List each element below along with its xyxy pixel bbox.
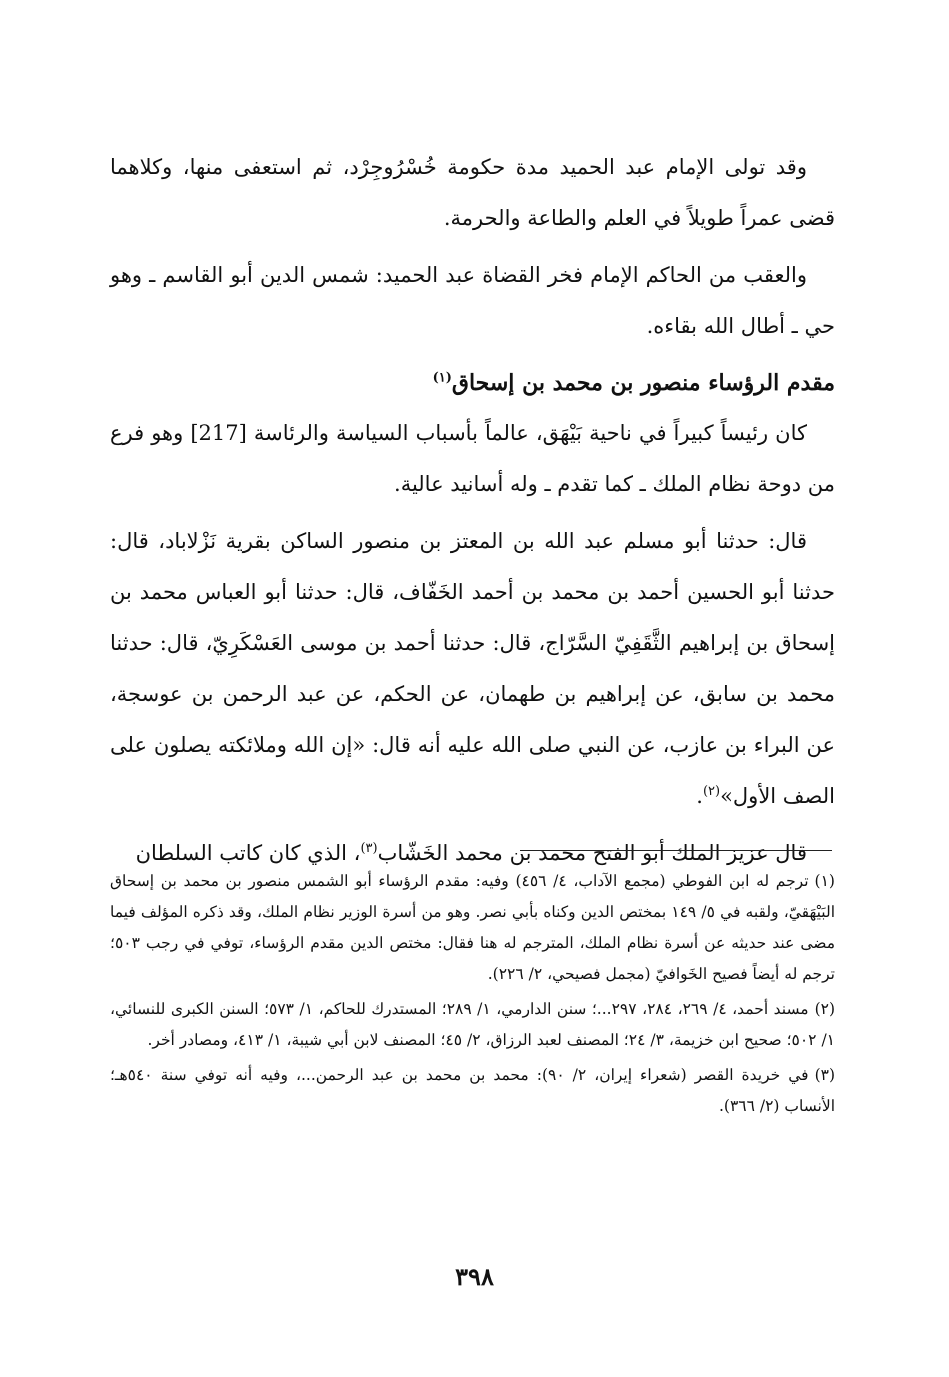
paragraph-4: قال: حدثنا أبو مسلم عبد الله بن المعتز بن منصور الساكن بقرية نَزْلاباد، قال: حدثنا أبو الحسين أحمد بن محمد بن أحمد الخَفّاف، قال: حدثنا أبو العباس محمد بن إسحاق بن إبراهيم الثَّقَفِيّ السَّرّاج، قال: حدثنا أحمد بن موسى العَسْكَرِيّ، قال: حدثنا محمد بن سابق، عن إبراهيم بن طهمان، عن الحكم، عن عبد الرحمن بن عوسجة، عن البراء بن عازب، عن النبي صلى الله عليه أنه قال: «إن الله وملائكته يصلون على الصف الأول»$^{(٢)}$. [110,529,835,808]
section-heading [110,358,835,408]
footnote-ref-2: (٢) [702,784,721,799]
footnote-marker: (٣) [814,1066,836,1084]
footnote-text: مسند أحمد، ٤/ ٢٦٩، ٢٨٤، ٢٩٧...؛ سنن الدارمي، ١/ ٢٨٩؛ المستدرك للحاكم، ١/ ٥٧٣؛ السنن الكبرى للنسائي، ١/ ٥٠٢؛ صحيح ابن خزيمة، ٣/ ٢٤؛ المصنف لعبد الرزاق، ٢/ ٤٥؛ المصنف لابن أبي شيبة، ١/ ٤١٣، ومصادر أخر. [110,1000,835,1049]
footnote-2 [110,994,835,1056]
last-para-text-a: قال عزيز الملك أبو الفتح محمد بن محمد الخَشّاب [377,841,807,865]
paragraph-2: والعقب من الحاكم الإمام فخر القضاة عبد الحميد: شمس الدين أبو القاسم ـ وهو حي ـ أطال الله بقاءه. [110,263,835,338]
footnote-3 [110,1060,835,1122]
page-number: ٣٩٨ [455,1262,494,1291]
footnote-separator [520,850,832,851]
paragraph-1: وقد تولى الإمام عبد الحميد مدة حكومة خُسْرُوجِرْد، ثم استعفى منها، وكلاهما قضى عمراً طويلاً في العلم والطاعة والحرمة. [110,155,835,230]
footnote-ref-3: (٣) [360,841,378,856]
footnote-marker: (٢) [814,1000,836,1018]
paragraph-3: كان رئيساً كبيراً في ناحية بَيْهَق، عالماً بأسباب السياسة والرئاسة [217] وهو فرع من دوحة نظام الملك ـ كما تقدم ـ وله أسانيد عالية. [110,421,835,496]
footnotes [110,866,835,1126]
footnote-text: ترجم له ابن الفوطي (مجمع الآداب، ٤/ ٤٥٦) وفيه: مقدم الرؤساء أبو الشمس منصور بن محمد بن إسحاق البَيْهَقيّ، ولقبه في ٥/ ١٤٩ بمختص الدين وكناه بأبي نصر. وهو من أسرة الوزير نظام الملك، وقد ذكره المؤلف فيما مضى عند حديثه عن أسرة نظام الملك، المترجم له هنا فقال: مختص الدين مقدم الرؤساء، توفي في رجب ٥٠٣؛ ترجم له أيضاً فصيح الخَوافيّ (مجمل فصيحي، ٢/ ٢٢٦). [110,872,836,983]
footnote-ref-1: (١) [432,370,452,386]
last-para-text-b: ، الذي كان كاتب السلطان [135,841,361,865]
footnote-marker: (١) [814,872,835,890]
main-text [110,142,835,879]
footnote-1 [110,866,835,990]
footnote-text: في خريدة القصر (شعراء إيران، ٢/ ٩٠): محمد بن محمد بن عبد الرحمن...، وفيه أنه توفي سنة ٥٤٠هـ؛ الأنساب (٢/ ٣٦٦). [110,1066,835,1115]
hadith-chain-text: قال: حدثنا أبو مسلم عبد الله بن المعتز بن منصور الساكن بقرية نَزْلاباد، قال: حدثنا أبو الحسين أحمد بن محمد بن أحمد الخَفّاف، قال: حدثنا أبو العباس محمد بن إسحاق بن إبراهيم الثَّقَفِيّ السَّرّاج، قال: حدثنا أحمد بن موسى العَسْكَرِيّ، قال: حدثنا محمد بن سابق، عن إبراهيم بن طهمان، عن الحكم، عن عبد الرحمن بن عوسجة، عن البراء بن عازب، عن النبي صلى الله عليه أنه قال: «إن الله وملائكته يصلون على الصف الأول» [110,529,835,808]
heading-text: مقدم الرؤساء منصور بن محمد بن إسحاق [451,370,835,396]
